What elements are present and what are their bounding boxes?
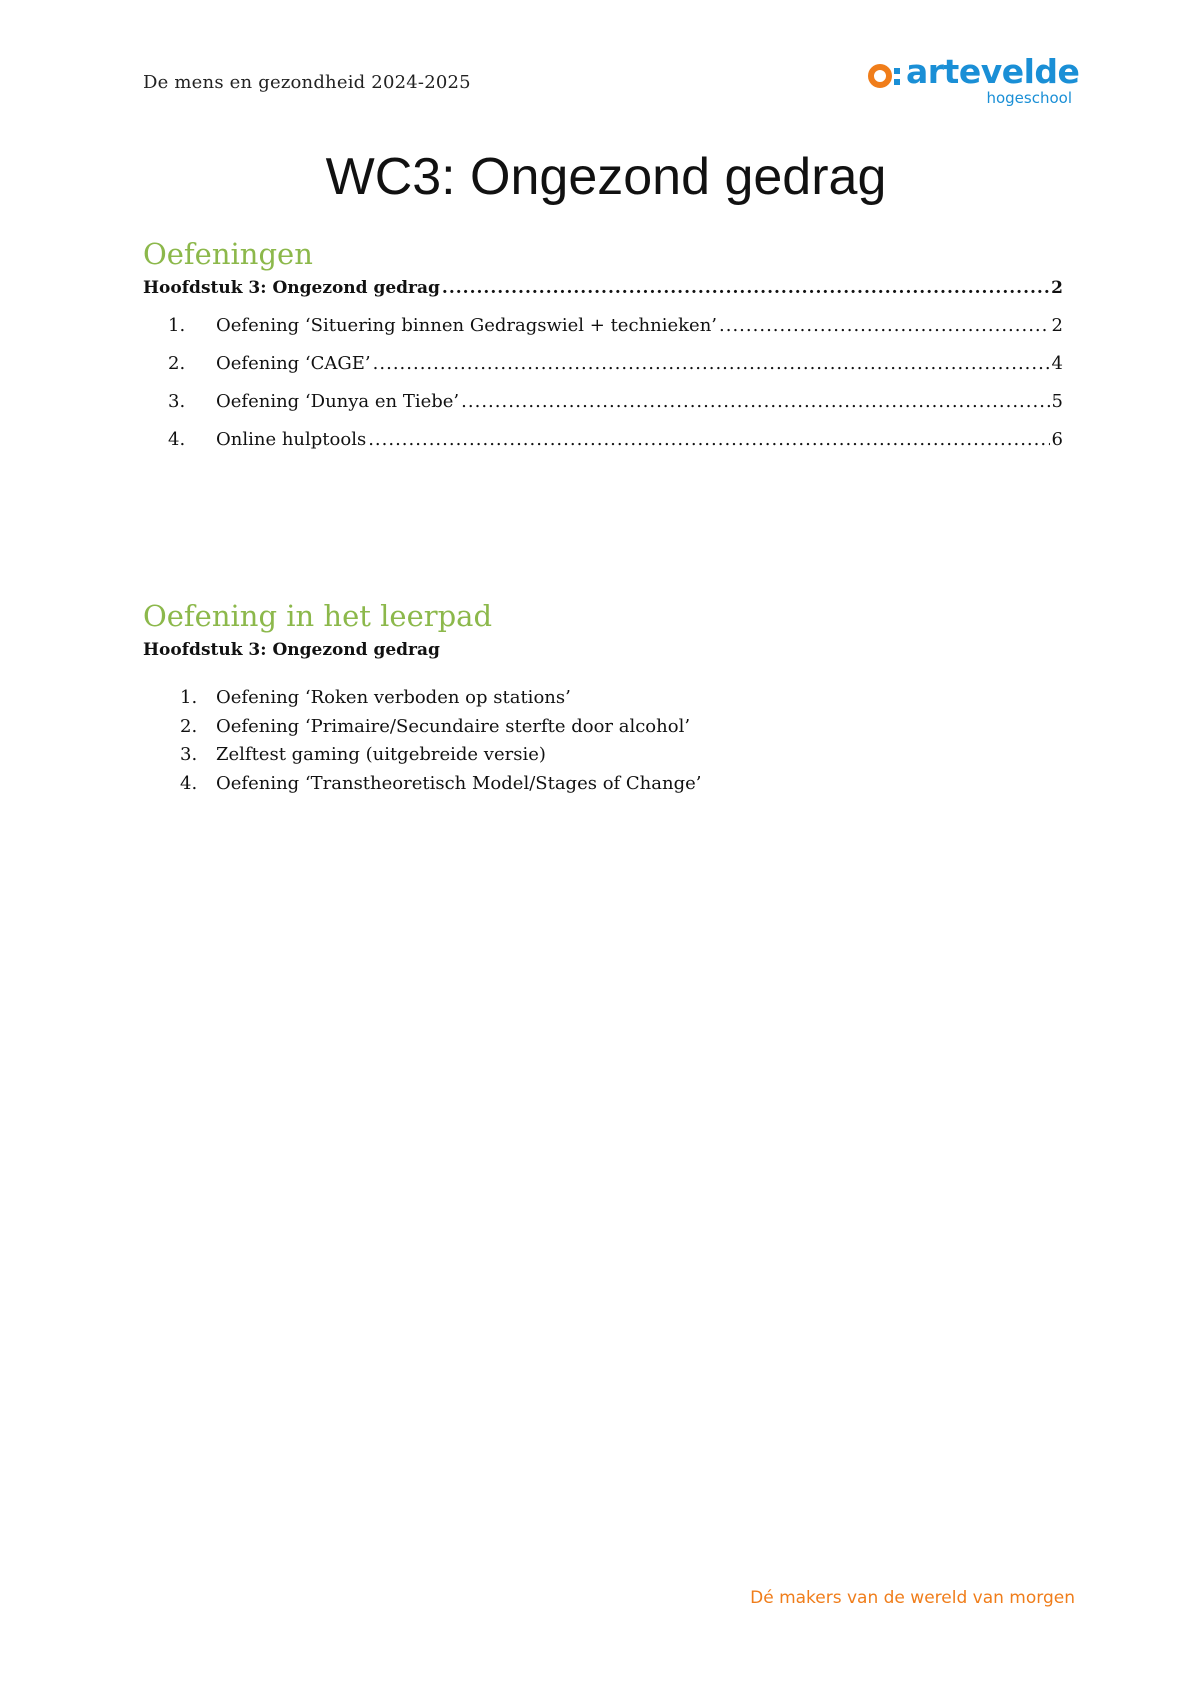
toc-entry[interactable] (168, 429, 1063, 450)
toc-entry-number: 1. (168, 315, 186, 336)
logo-mark-icon (868, 60, 908, 90)
list-item (180, 684, 702, 713)
document-title: WC3: Ongezond gedrag (325, 148, 887, 206)
toc-entry-page: 2 (1051, 315, 1063, 336)
toc-entry-label: Oefening ‘Dunya en Tiebe’ (216, 391, 460, 412)
toc-leader-dots (461, 391, 1049, 412)
toc-leader-dots (373, 353, 1050, 374)
toc-entry-label: Oefening ‘Situering binnen Gedragswiel + technieken’ (216, 315, 718, 336)
toc-entry-label: Oefening ‘CAGE’ (216, 353, 371, 374)
leerpad-list (180, 684, 702, 798)
list-item-number: 3. (180, 744, 198, 765)
toc-entry-number: 2. (168, 353, 186, 374)
toc-chapter-page: 2 (1051, 278, 1063, 298)
list-item (180, 770, 702, 799)
toc-entry-label: Online hulptools (216, 429, 367, 450)
toc-chapter-label: Hoofdstuk 3: Ongezond gedrag (143, 278, 440, 298)
list-item-number: 4. (180, 772, 198, 794)
leerpad-chapter-heading: Hoofdstuk 3: Ongezond gedrag (143, 640, 440, 660)
list-item (180, 713, 702, 742)
list-item-label: Oefening ‘Roken verboden op stations’ (216, 687, 571, 708)
list-item-label: Oefening ‘Primaire/Secundaire sterfte door alcohol’ (216, 715, 691, 737)
toc-chapter-entry[interactable] (143, 278, 1063, 298)
toc-entry-number: 3. (168, 391, 186, 412)
toc-leader-dots (368, 429, 1049, 450)
list-item-label: Oefening ‘Transtheoretisch Model/Stages of Change’ (216, 772, 702, 794)
toc-entry[interactable] (168, 353, 1063, 374)
logo-subtitle: hogeschool (986, 89, 1072, 107)
toc-entry[interactable] (168, 315, 1063, 336)
toc-entry-page: 5 (1051, 391, 1063, 412)
toc-entry-page: 6 (1051, 429, 1063, 450)
toc-leader-dots (442, 278, 1049, 298)
list-item-label: Zelftest gaming (uitgebreide versie) (216, 744, 546, 765)
artevelde-logo (868, 52, 1078, 110)
toc-entry[interactable] (168, 391, 1063, 412)
list-item (180, 741, 702, 770)
logo-wordmark: artevelde (906, 52, 1080, 91)
list-item-number: 2. (180, 715, 198, 737)
list-item-number: 1. (180, 687, 198, 708)
toc-entry-page: 4 (1051, 353, 1063, 374)
course-header: De mens en gezondheid 2024-2025 (143, 72, 471, 93)
toc-entry-number: 4. (168, 429, 186, 450)
toc-leader-dots (719, 315, 1050, 336)
leerpad-heading: Oefening in het leerpad (143, 599, 493, 633)
footer-tagline: Dé makers van de wereld van morgen (750, 1588, 1075, 1608)
oefeningen-heading: Oefeningen (143, 237, 313, 271)
